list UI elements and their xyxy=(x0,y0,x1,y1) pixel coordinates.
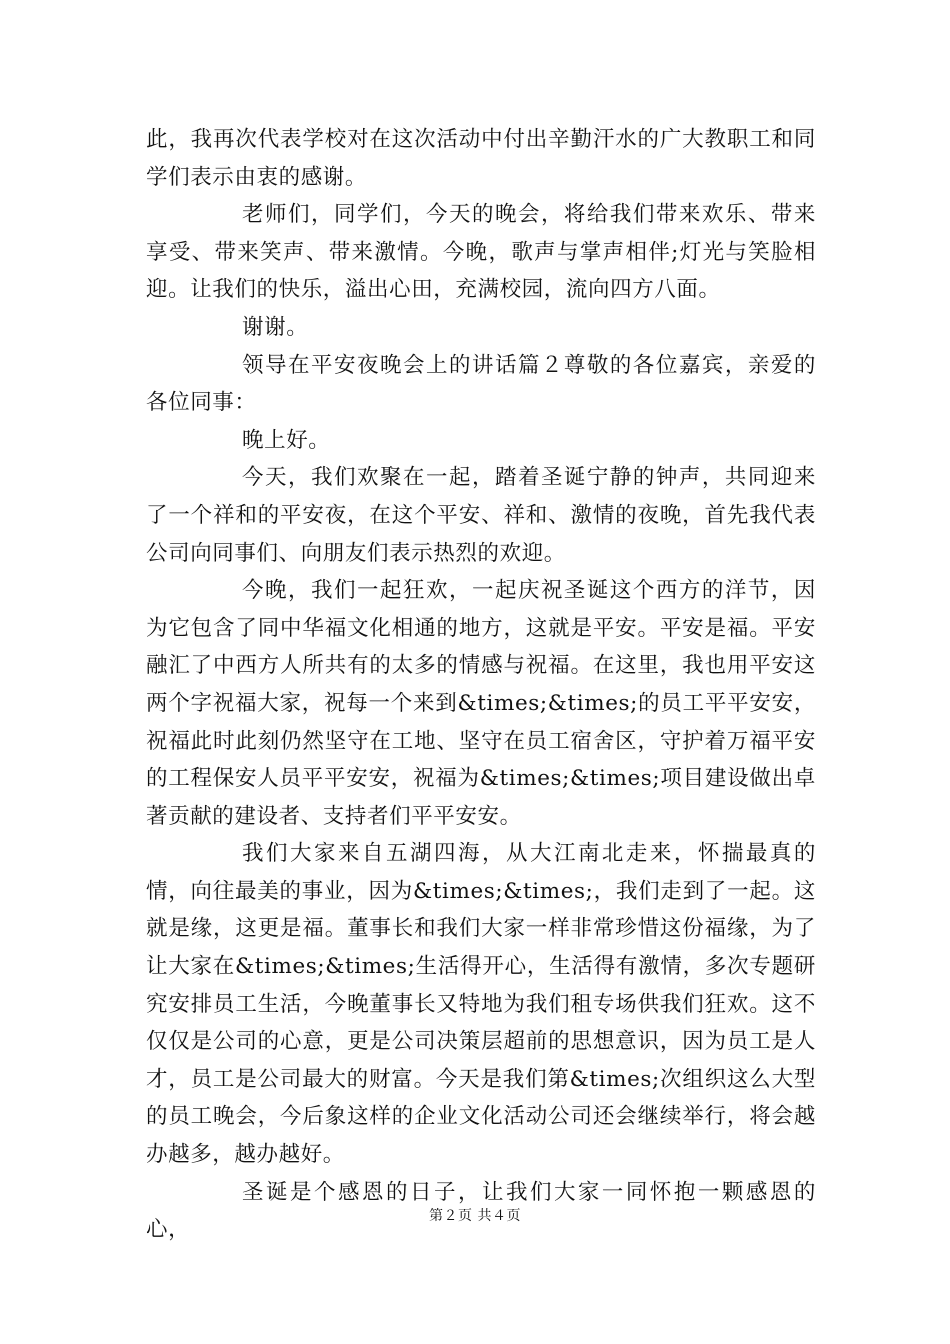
paragraph-welcome: 今天，我们欢聚在一起，踏着圣诞宁静的钟声，共同迎来了一个祥和的平安夜，在这个平安、祥和、激情的夜晚，首先我代表公司向同事们、向朋友们表示热烈的欢迎。 xyxy=(146,465,816,566)
paragraph-evening-greeting: 老师们，同学们，今天的晚会，将给我们带来欢乐、带来享受、带来笑声、带来激情。今晚，歌声与掌声相伴;灯光与笑脸相迎。让我们的快乐，溢出心田，充满校园，流向四方八面。 xyxy=(146,202,816,303)
paragraph-speech-title: 领导在平安夜晚会上的讲话篇２尊敬的各位嘉宾，亲爱的各位同事： xyxy=(146,352,816,416)
paragraph-fate: 我们大家来自五湖四海，从大江南北走来，怀揣最真的情，向往最美的事业，因为&times;&times;，我们走到了一起。这就是缘，这更是福。董事长和我们大家一样非常珍惜这份福缘，为了让大家在&times;&times;生活得开心，生活得有激情，多次专题研究安排员工生活，今晚董事长又特地为我们租专场供我们狂欢。这不仅仅是公司的心意，更是公司决策层超前的思想意识，因为员工是人才，员工是公司最大的财富。今天是我们第&times;次组织这么大型的员工晚会，今后象这样的企业文化活动公司还会继续举行，将会越办越多，越办越好。 xyxy=(146,841,816,1168)
paragraph-gratitude: 圣诞是个感恩的日子，让我们大家一同怀抱一颗感恩的心， xyxy=(146,1179,816,1243)
page-number-footer: 第２页 共４页 xyxy=(429,1208,521,1224)
document-body xyxy=(146,121,816,1249)
paragraph-peace: 今晚，我们一起狂欢，一起庆祝圣诞这个西方的洋节，因为它包含了同中华福文化相通的地方，这就是平安。平安是福。平安融汇了中西方人所共有的太多的情感与祝福。在这里，我也用平安这两个字祝福大家，祝每一个来到&times;&times;的员工平平安安，祝福此时此刻仍然坚守在工地、坚守在员工宿舍区，守护着万福平安的工程保安人员平平安安，祝福为&times;&times;项目建设做出卓著贡献的建设者、支持者们平平安安。 xyxy=(146,578,816,829)
paragraph-good-evening: 晚上好。 xyxy=(242,427,331,453)
paragraph-continuation: 此，我再次代表学校对在这次活动中付出辛勤汗水的广大教职工和同学们表示由衷的感谢。 xyxy=(146,127,816,190)
paragraph-thanks: 谢谢。 xyxy=(242,314,309,340)
